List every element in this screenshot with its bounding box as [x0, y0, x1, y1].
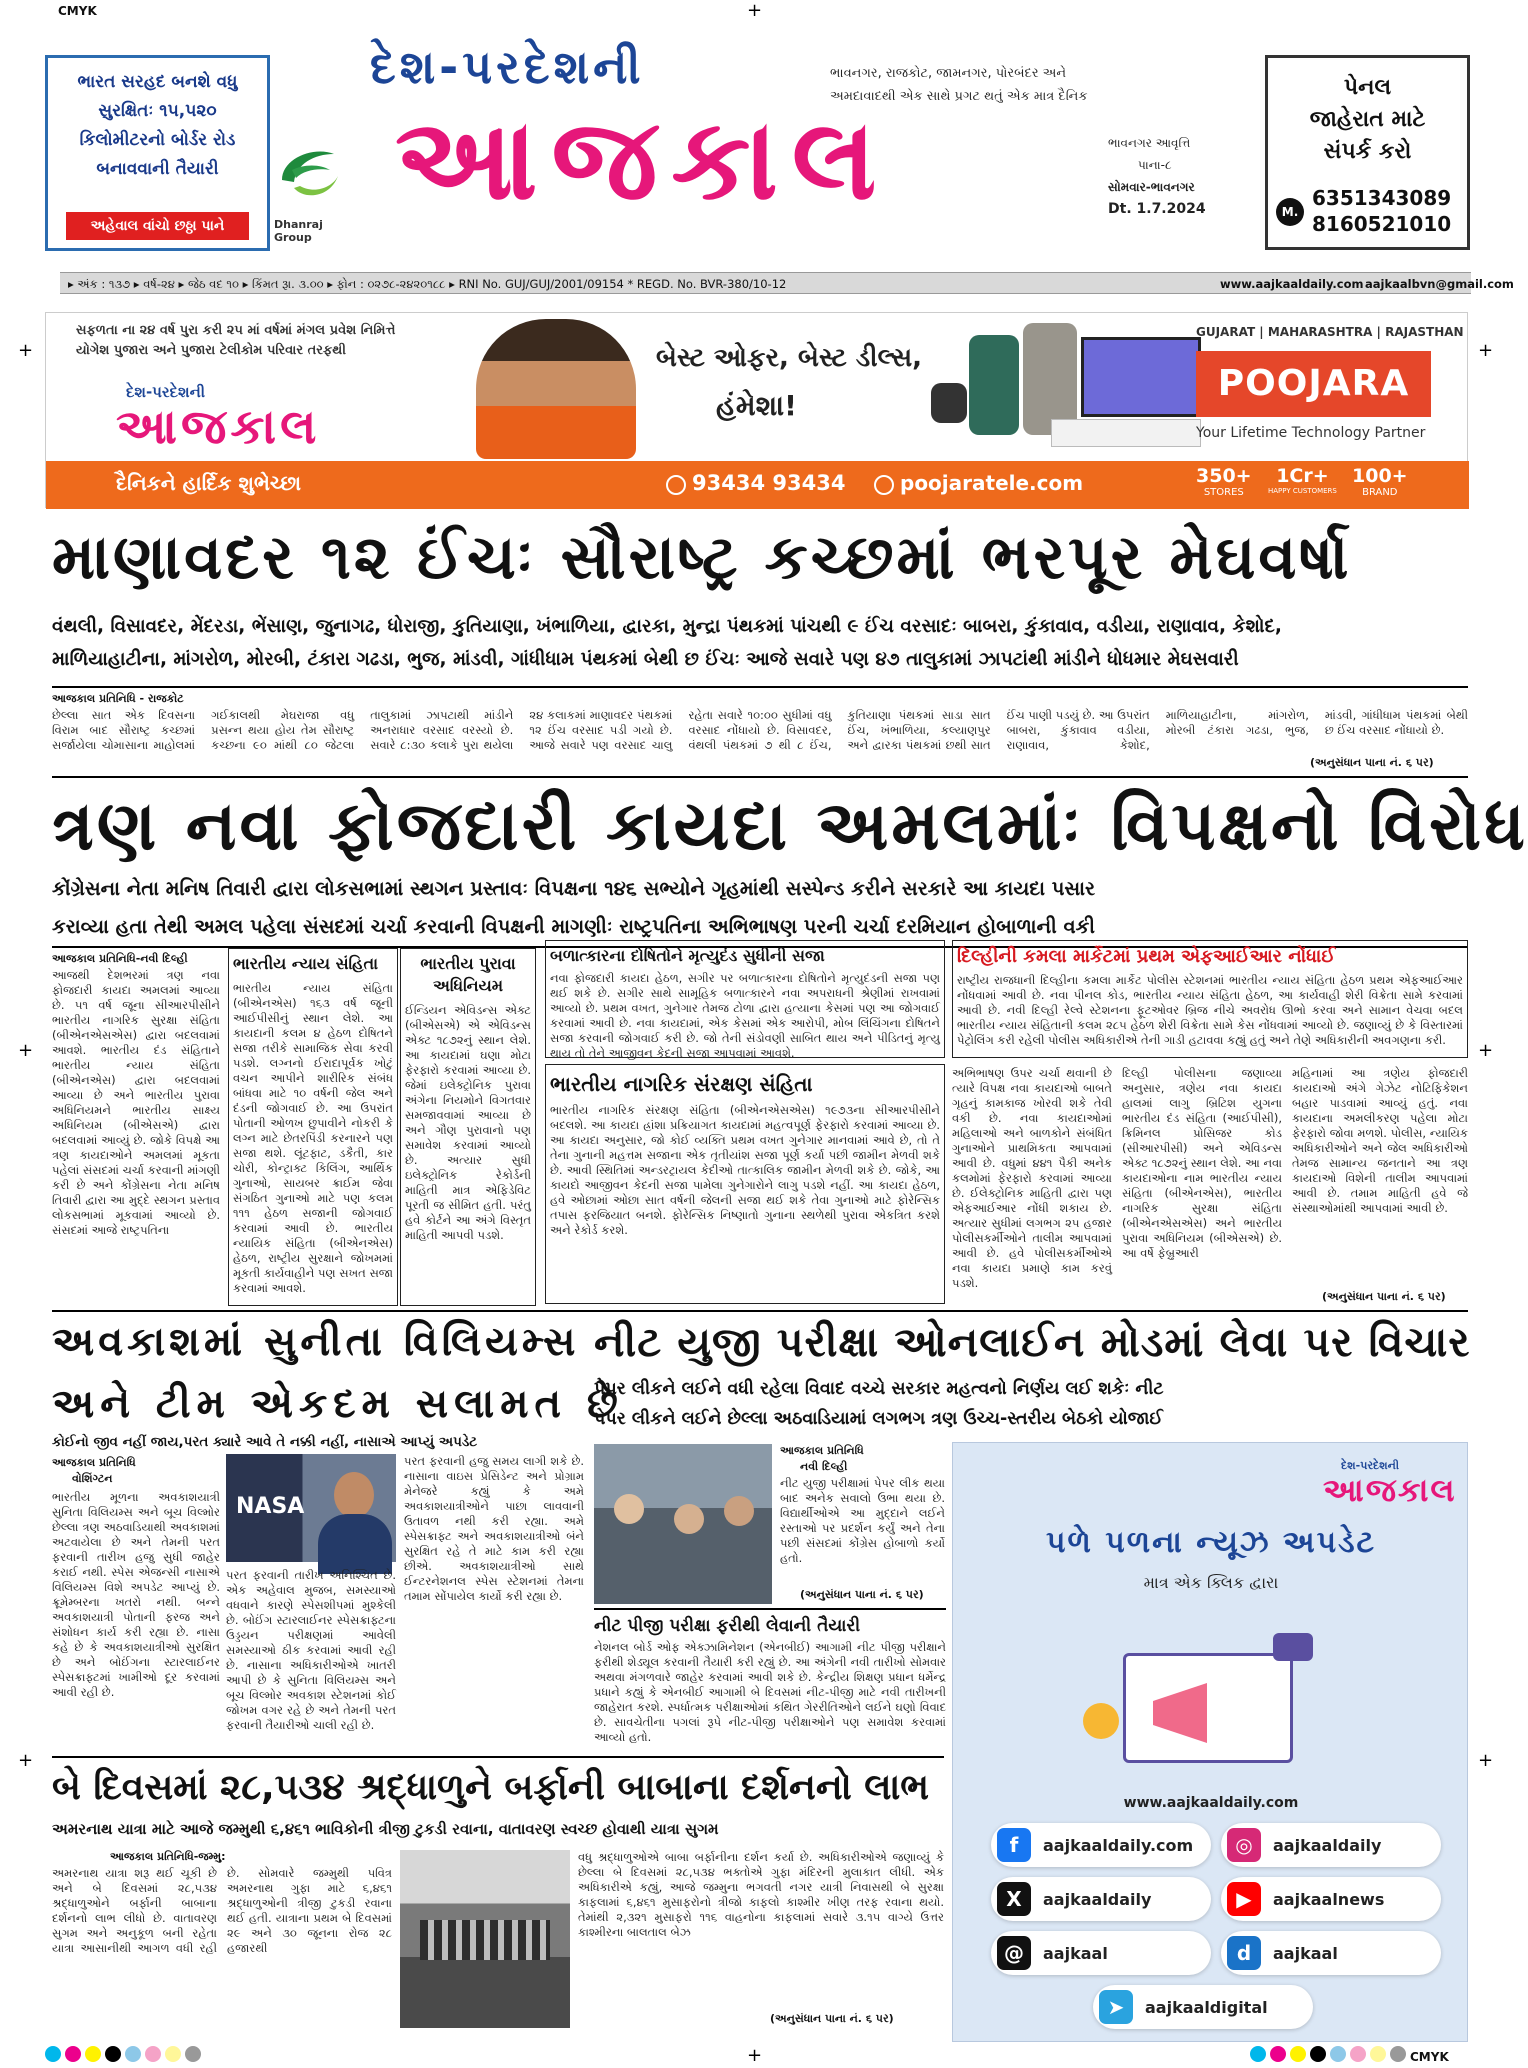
poojara-logo[interactable]: POOJARA	[1196, 351, 1431, 417]
stat-brands: 100+ BRAND	[1352, 465, 1408, 498]
law-box-evidence: ભારતીય પુરાવા અધિનિયમ ઈન્ડિયન એવિડન્સ એક્ટ (બીએસએ) એ એવિડન્સ એક્ટ ૧૮૭૨નું સ્થાન લેશે. આ કાયદામાં ઘણા મોટા ફેરફારો કરવામાં આવ્યા છે. જેમાં ઇલેક્ટ્રોનિક પુરાવા અંગેના નિયમોને વિગતવાર સમજાવવામાં આવ્યા છે અને ગૌણ પુરાવાનો પણ સમાવેશ કરવામાં આવ્યો છે. અત્યાર સુધી ઇલેક્ટ્રોનિક રેકોર્ડની માહિતી માત્ર એફિડેવિટ પૂરતી જ સીમિત હતી. પરંતુ હવે કોર્ટને આ અંગે વિસ્તૃત માહિતી આપવી પડશે.	[400, 948, 536, 1306]
amarnath-col2: વધુ શ્રદ્ધાળુઓએ બાબા બર્ફાનીના દર્શન કર્યા છે. અધિકારીઓએ જણાવ્યું કે છેલ્લા બે દિવસમાં ૨૮,૫૩૪ ભક્તોએ ગુફા મંદિરની મુલાકાત લીધી. એક અધિકારીએ કહ્યું, આજે જમ્મુના ભગવતી નગર યાત્રી નિવાસથી બે સુરક્ષા કાફલામાં ૬,૪૬૧ મુસાફરોનો ત્રીજો કાફલો કાશ્મીર ખીણ તરફ રવાના થયો. તેમાંથી ૨,૩૨૧ મુસાફરો ૧૧૬ વાહનોના કાફલામાં સવારે ૩.૧૫ વાગ્યે ઉત્તર કાશ્મીરના બાલતાલ બેઝ	[578, 1850, 944, 1939]
page-count: પાના-૮	[1138, 158, 1172, 172]
laws-col7: દિલ્હી પોલીસના જણાવ્યા અનુસાર, ત્રણેય નવા કાયદા હાલમાં લાગુ બ્રિટિશ યુગના ભારતીય દંડ સંહિતા (આઈપીસી), ક્રિમિનલ પ્રોસિજર કોડ (સીઆરપીસી) અને એવિડન્સ એક્ટ ૧૮૭૨નું સ્થાન લેશે. આ નવા કાયદાઓના નામ ભારતીય ન્યાય સંહિતા (બીએનએસ), ભારતીય નાગરિક સુરક્ષા સંહિતા (બીએનએસએસ) અને ભારતીય પુરાવા અધિનિયમ (બીએસએ) છે. આ વર્ષે ફેબ્રુઆરી	[1122, 1066, 1282, 1260]
ad-banner[interactable]: સફળતા ના ૨૪ વર્ષ પુરા કરી ૨૫ માં વર્ષમાં મંગલ પ્રવેશ નિમિત્તે યોગેશ પુજારા અને પુજારા ટેલીકોમ પરિવાર તરફથી દેશ-પરદેશની આજકાલ બેસ્ટ ઓફર, બેસ્ટ ડીલ્સ, હંમેશા! GUJARAT | MAHARASHTRA | RAJASTHAN POOJARA Your Lifetime Technology Partner દૈનિકને હાર્દિક શુભેચ્છા 93434 93434 poojaratele.com 350+ STORES 1Cr+ HAPPY CUSTOMERS 100+ BRAND	[45, 312, 1468, 508]
space-byline: આજકાલ પ્રતિનિધિ	[52, 1456, 136, 1469]
digital-ad-box[interactable]: દેશ-પરદેશની આજકાલ પળે પળના ન્યૂઝ અપડેટ માત્ર એક ક્લિક દ્વારા www.aajkaaldaily.com f aajkaaldaily.com ◎ aajkaaldaily X aajkaaldaily ▶ aajkaalnews @ aajkaal d aajkaal ➤ aajkaaldigital	[952, 1442, 1468, 2042]
masthead-tagline: દેશ-પરદેશની	[370, 40, 645, 94]
space-headline-2[interactable]: અને ટીમ એકદમ સલામત છે	[52, 1381, 624, 1427]
promo-line: ભારત સરહદ બનશે વધુ	[77, 72, 238, 92]
whatsapp-icon	[666, 475, 686, 495]
laws-headline[interactable]: ત્રણ નવા ફોજદારી કાયદા અમલમાંઃ વિપક્ષનો વિરોધ	[52, 787, 1528, 866]
rain-byline: આજકાલ પ્રતિનિધિ - રાજકોટ	[52, 692, 184, 705]
neet-pg-box: નીટ પીજી પરીક્ષા ફરીથી લેવાની તૈયારી નેશનલ બોર્ડ ઓફ એક્ઝામિનેશન (એનબીઈ) આગામી નીટ પીજી પરીક્ષાને ફરીથી શેડ્યૂલ કરવાની તૈયારી કરી રહ્યું છે. આ અંગેની નવી તારીખો સોમવાર અથવા મંગળવારે જાહેર કરવામાં આવી શકે છે. કેન્દ્રીય શિક્ષણ પ્રધાન ધર્મેન્દ્ર પ્રધાને કહ્યું કે એનબીઈ આગામી બે દિવસમાં નીટ-પીજી માટે નવી તારીખની જાહેરાત કરશે. સ્પર્ધાત્મક પરીક્ષાઓમાં કથિત ગેરરીતિઓને લઈને ઘણો વિવાદ છે. સાવચેતીના પગલાં રૂપે નીટ-પીજી પરીક્ષાઓને પણ સમાવેશ કરવામાં આવ્યો હતો.	[594, 1616, 946, 1744]
ad-bottom-bar: દૈનિકને હાર્દિક શુભેચ્છા 93434 93434 poojaratele.com 350+ STORES 1Cr+ HAPPY CUSTOMERS 100+ BRAND	[46, 461, 1469, 509]
laws-subheadline: કોંગ્રેસના નેતા મનિષ તિવારી દ્વારા લોકસભામાં સ્થગન પ્રસ્તાવઃ વિપક્ષના ૧૪૬ સભ્યોને ગૃહમાંથી સસ્પેન્ડ કરીને સરકારે આ કાયદા પસાર કરાવ્યા હતા તેથી અમલ પહેલા સંસદમાં ચર્ચા કરવાની વિપક્ષની માગણીઃ રાષ્ટ્રપતિના અભિભાષણ પરની ચર્ચા દરમિયાન હોબાળાની વકી	[52, 877, 1096, 938]
amarnath-subheadline: અમરનાથ યાત્રા માટે આજે જમ્મુથી ૬,૪૬૧ ભાવિકોની ત્રીજી ટુકડી રવાના, વાતાવરણ સ્વચ્છ હોવાથી યાત્રા સુગમ	[52, 1820, 719, 1838]
neet-photo	[594, 1444, 772, 1604]
laws-col1: આજથી દેશભરમાં ત્રણ નવા ફોજદારી કાયદા અમલમાં આવ્યા છે. ૫૧ વર્ષ જૂના સીઆરપીસીને ભારતીય નાગરિક સુરક્ષા સંહિતા (બીએનએસએસ) દ્વારા બદલવામાં આવશે. ભારતીય દંડ સંહિતાને ભારતીય ન્યાય સંહિતા (બીએનએસ) દ્વારા બદલવામાં આવ્યા છે અને ભારતીય પુરાવા અધિનિયમને ભારતીય સાક્ષ્ય અધિનિયમ (બીએસએ) દ્વારા બદલવામાં આવ્યું છે. જોકે વિપક્ષે આ ત્રણ કાયદાઓને અમલમાં મૂકતા પહેલાં સંસદમાં ચર્ચા કરવાની માંગણી કરી છે અને કોંગ્રેસના નેતા મનિષ તિવારી દ્વારા આ મુદ્દે સ્થગન પ્રસ્તાવ લોકસભામાં મૂકવામાં આવ્યો છે. સંસદમાં આજે રાષ્ટ્રપતિના	[52, 968, 220, 1237]
law-box-nyay: ભારતીય ન્યાય સંહિતા ભારતીય ન્યાય સંહિતા (બીએનએસ) ૧૬૩ વર્ષ જૂની આઈપીસીનું સ્થાન લેશે. આ કાયદાની કલમ ૪ હેઠળ દોષિતને સજા તરીકે સામાજિક સેવા કરવી પડશે. લગ્નનો ઈરાદાપૂર્વક ખોટું વચન આપીને શારીરિક સંબંધ બાંધવા માટે ૧૦ વર્ષની જેલ અને દંડની જોગવાઈ છે. આ ઉપરાંત પોતાની ઓળખ છુપાવીને નોકરી કે લગ્ન માટે છેતરપિંડી કરનારને પણ સજા થશે. લૂંટફાટ, ડકૈતી, કાર ચોરી, કોન્ટ્રાક્ટ કિલિંગ, આર્થિક ગુનાઓ, સાયબર ક્રાઈમ જેવા સંગઠિત ગુનાઓ માટે પણ કલમ ૧૧૧ હેઠળ સજાની જોગવાઈ કરવામાં આવી છે. ભારતીય ન્યાયિક સંહિતા (બીએનએસ) હેઠળ, રાષ્ટ્રીય સુરક્ષાને જોખમમાં મૂકતી કાર્યવાહીને પણ સખત સજા કરવામાં આવશે.	[228, 948, 398, 1306]
email-link[interactable]: aajkaalbvn@gmail.com	[1365, 277, 1514, 291]
amarnath-photo	[400, 1850, 570, 2028]
instagram-icon: ◎	[1227, 1828, 1261, 1862]
day-city: સોમવાર-ભાવનગર	[1108, 180, 1195, 194]
amarnath-continued[interactable]: (અનુસંધાન પાના નં. ૬ પર)	[770, 2012, 894, 2025]
neet-dateline: નવી દિલ્હી	[800, 1460, 848, 1473]
issue-date: Dt. 1.7.2024	[1108, 201, 1206, 217]
group-logo-label: Dhanraj Group	[274, 218, 323, 244]
x-icon: X	[997, 1882, 1031, 1916]
rain-continued[interactable]: (અનુસંધાન પાના નં. ૬ પર)	[1310, 756, 1434, 769]
promo-line: કિલોમીટરનો બોર્ડર રોડ	[79, 130, 236, 150]
neet-subheadline: પેપર લીકને લઈને વધી રહેલા વિવાદ વચ્ચે સરકાર મહત્વનો નિર્ણય લઈ શકેઃ નીટ પેપર લીકને લઈને છેલ્લા અઠવાડિયામાં લગભગ ત્રણ ઉચ્ચ-સ્તરીય બેઠકો યોજાઈ	[594, 1379, 1164, 1429]
amarnath-col1: અમરનાથ યાત્રા શરૂ થઈ ચૂકી છે અને બે દિવસમાં ૨૮,૫૩૪ શ્રદ્ધાળુઓને બર્ફાની બાબાના દર્શનનો લાભ લીધો છે. વાતાવરણ સુગમ અને અનુકૂળ બની રહેતા યાત્રા આસાનીથી આગળ વધી રહી છે. સોમવારે જમ્મુથી પવિત્ર અમરનાથ ગુફા માટે ૬,૪૬૧ શ્રદ્ધાળુઓની ત્રીજી ટુકડી રવાના થઈ હતી. યાત્રાના પ્રથમ બે દિવસમાં ૨૯ અને ૩૦ જૂનના રોજ ૨૮ હજારથી	[52, 1866, 392, 1955]
panel-phone-2[interactable]: 8160521010	[1312, 212, 1452, 236]
panel-phone-1[interactable]: 6351343089	[1312, 186, 1452, 210]
space-dateline: વોશિંગ્ટન	[72, 1472, 113, 1485]
website-link[interactable]: www.aajkaaldaily.com	[1220, 277, 1364, 291]
dailyhunt-icon: d	[1227, 1936, 1261, 1970]
registration-mark-bottom-icon: +	[747, 2045, 763, 2066]
law-box-rape-penalty: બળાત્કારના દોષિતોને મૃત્યુદંડ સુધીની સજા નવા ફોજદારી કાયદા હેઠળ, સગીર પર બળાત્કારના દોષિતોને મૃત્યુદંડની સજા પણ થઈ શકે છે. સગીર સાથે સામૂહિક બળાત્કારને નવા અપરાધની શ્રેણીમાં રાખવામાં આવ્યો છે. પ્રથમ વખત, ગુનેગાર તેમજ ટોળા દ્વારા હત્યાના કેસમાં પણ આ જોગવાઈ કરવામાં આવી છે. નવા કાયદામાં, એક કેસમાં એક આરોપી, મોબ લિંચિંગના દોષિતને સજા કરવાની જોગવાઈ કરી છે. જો તેની સંડોવણી સાબિત થાય અને પીડિતનું મૃત્યુ થાય તો તેને આજીવન કેદની સજા આપવામાં આવશે.	[545, 940, 945, 1058]
divider	[52, 1756, 944, 1758]
promo-footer[interactable]: અહેવાલ વાંચો છઠ્ઠા પાને	[66, 212, 249, 240]
panel-ad[interactable]: પેનલ જાહેરાત માટે સંપર્ક કરો M. 6351343089 8160521010	[1265, 55, 1470, 250]
youtube-icon: ▶	[1227, 1882, 1261, 1916]
registration-mark-left-icon: +	[18, 1040, 34, 1061]
promo-line: સુરક્ષિતઃ ૧૫,૫૨૦	[98, 101, 217, 121]
registration-mark-left-icon: +	[18, 340, 34, 361]
social-facebook[interactable]: f aajkaaldaily.com	[991, 1823, 1211, 1867]
amarnath-byline: આજકાલ પ્રતિનિધિ-જમ્મુ:	[110, 1850, 226, 1863]
registration-mark-top-icon: +	[747, 0, 763, 21]
neet-byline: આજકાલ પ્રતિનિધિ	[780, 1444, 864, 1457]
promo-box[interactable]	[45, 55, 270, 251]
laws-continued[interactable]: (અનુસંધાન પાના નં. ૬ પર)	[1322, 1290, 1446, 1303]
laws-col8: મહિનામાં આ ત્રણેય ફોજદારી કાયદાઓ અંગે ગેઝેટ નોટિફિકેશન બહાર પાડવામાં આવ્યું હતું. નવા કાયદાના અમલીકરણ પહેલા મોટા ફેરફારો જોવા મળશે. પોલીસ, ન્યાયિક અધિકારીઓને અને જેલ અધિકારીઓ તેમજ સામાન્ય જનતાને આ ત્રણ કાયદાઓ વિશેની તાલીમ આપવામાં આવી છે. તમામ માહિતી હવે જે સંસ્થાઓમાંથી આપવામાં આવી છે.	[1292, 1066, 1468, 1215]
cmyk-mark-left: CMYK	[58, 4, 97, 18]
facebook-icon: f	[997, 1828, 1031, 1862]
social-youtube[interactable]: ▶ aajkaalnews	[1221, 1877, 1441, 1921]
registration-mark-right-icon: +	[1478, 1750, 1494, 1771]
social-dailyhunt[interactable]: d aajkaal	[1221, 1931, 1441, 1975]
neet-continued[interactable]: (અનુસંધાન પાના નં. ૬ પર)	[800, 1588, 924, 1601]
globe-icon	[874, 475, 894, 495]
laws-byline: આજકાલ પ્રતિનિધિ-નવી દિલ્હી	[52, 952, 188, 965]
rain-subheadline: વંથલી, વિસાવદર, મેંદરડા, ભેંસાણ, જુનાગઢ, ધોરાજી, કુતિયાણા, ખંભાળિયા, દ્વારકા, મુન્દ્રા પંથકમાં પાંચથી ૯ ઈંચ વરસાદઃ બાબરા, કુંકાવાવ, વડીયા, રાણાવાવ, કેશોદ, માળિયાહાટીના, માંગરોળ, મોરબી, ટંકારા ગઢડા, ભુજ, માંડવી, ગાંધીધામ પંથકમાં બેથી છ ઈંચઃ આજે સવારે પણ ૪૭ તાલુકામાં ઝાપટાંથી માંડીને ધોધમાર મેઘસવારી	[52, 616, 1282, 670]
social-x[interactable]: X aajkaaldaily	[991, 1877, 1211, 1921]
mobile-badge: M.	[1276, 198, 1304, 226]
registration-mark-right-icon: +	[1478, 1040, 1494, 1061]
amarnath-headline[interactable]: બે દિવસમાં ૨૮,૫૩૪ શ્રદ્ધાળુને બર્ફાની બાબાના દર્શનનો લાભ	[52, 1767, 930, 1808]
threads-icon: @	[997, 1936, 1031, 1970]
law-box-civil-protection: ભારતીય નાગરિક સંરક્ષણ સંહિતા ભારતીય નાગરિક સંરક્ષણ સંહિતા (બીએનએસએસ) ૧૯૭૩ના સીઆરપીસીને બદલશે. આ કાયદા હ્રાંશા પ્રક્રિયાગત કાયદામાં મહત્વપૂર્ણ ફેરફારો કરવામાં આવ્યા છે. આ કાયદા અનુસાર, જો કોઈ વ્યક્તિ પ્રથમ વખત ગુનેગાર માનવામાં આવે છે, તો તે તેના ગુનાની મહત્તમ સજાના એક તૃતીયાંશ સજા પૂર્ણ કર્યા પછી જામીન મેળવી શકે છે. આવી સ્થિતિમાં અન્ડરટ્રાયલ કેદીઓ તાત્કાલિક જામીન મેળવી શકે છે. જોકે, આ કાયદો આજીવન કેદની સજા પામેલા ગુનેગારોને લાગુ પડશે નહીં. આ કાયદા હેઠળ, હવે ઓછામાં ઓછા સાત વર્ષની જેલની સજા થઈ શકે તેવા ગુનાઓ માટે ફોરેન્સિક તપાસ ફરજિયાત બનશે. ફોરેન્સિક નિષ્ણાતો ગુનાના સ્થળેથી પુરાવા એકત્રિત કરશે અને રેકોર્ડ કરશે.	[545, 1064, 945, 1304]
info-bar	[60, 272, 1514, 294]
info-bar-text: ▸ અંક : ૧૩૭ ▸ વર્ષ-૨૪ ▸ જેઠ વદ ૧૦ ▸ કિંમત રૂા. ૩.૦૦ ▸ ફોન : ૦૨૭૮-૨૪૨૦૧૮૮ ▸ RNI No. GUJ/GUJ/2001/09154 * REGD. No. BVR-380/10-12	[68, 277, 787, 291]
promo-line: બનાવવાની તૈયારી	[96, 159, 219, 179]
group-logo	[274, 140, 354, 244]
nasa-photo: NASA	[226, 1454, 396, 1562]
space-col1: ભારતીય મૂળના અવકાશયાત્રી સુનિતા વિલિયમ્સ અને બૂચ વિલ્મોર છેલ્લા ત્રણ અઠવાડિયાથી અવકાશમાં અટવાયેલા છે અને તેમની પરત ફરવાની તારીખ હજુ સુધી જાહેર કરાઈ નથી. સ્પેસ એજન્સી નાસાએ વિલિયમ્સ વિશે અપડેટ આપ્યું છે. ક્રૂમેમ્બરના ખતરો નથી. બન્ને અવકાશયાત્રી પોતાની ફરજ અને સંશોધન કાર્ય કરી રહ્યા છે. નાસા કહે છે કે અવકાશયાત્રીઓ સુરક્ષિત છે અને બોઈંગના સ્ટારલાઈનર સ્પેસક્રાફ્ટમાં ખામીઓ દૂર કરવામાં આવી રહી છે.	[52, 1490, 220, 1699]
divider	[52, 686, 1468, 688]
megaphone-illustration	[1083, 1613, 1339, 1783]
social-instagram[interactable]: ◎ aajkaaldaily	[1221, 1823, 1441, 1867]
laws-col6: અભિભાષણ ઉપર ચર્ચા થવાની છે ત્યારે વિપક્ષ નવા કાયદાઓ બાબતે ગૃહનું કામકાજ ખોરવી શકે તેવી વકી છે. નવા કાયદાઓમાં મહિલાઓ અને બાળકોને સંબંધિત ગુનાઓને પ્રાથમિકતા આપવામાં આવી છે. વધુમાં ૪૪૧ પૈકી અનેક કલમોમાં ફેરફારો કરવામાં આવ્યા છે. ઈલેક્ટ્રોનિક માહિતી દ્વારા પણ એફઆઈઆર નોંધી શકાય છે. અત્યાર સુધીમાં લગભગ ૨૫ હજાર પોલીસકર્મીઓને તાલીમ આપવામાં આવી છે. હવે પોલીસકર્મીઓએ નવા કાયદા પ્રમાણે કામ કરવું પડશે.	[952, 1066, 1112, 1290]
person-photo	[476, 319, 636, 459]
law-box-fir: દિલ્હીની કમલા માર્કેટમાં પ્રથમ એફઆઈઆર નોંધાઈ રાષ્ટ્રીય રાજધાની દિલ્હીના કમલા માર્કેટ પોલીસ સ્ટેશનમાં ભારતીય ન્યાય સંહિતા હેઠળ પ્રથમ એફઆઈઆર નોંધવામાં આવી છે. નવા પીનલ કોડ, ભારતીય ન્યાય સંહિતા હેઠળ, આ કાર્યવાહી શેરી વિક્રેતા સામે કરવામાં આવી છે. નવી દિલ્હી રેલ્વે સ્ટેશનના ફૂટઓવર બ્રિજ નીચે અવરોધ ઊભો કરવા અને સામાન વેચવા બદલ ભારતીય ન્યાય સંહિતાની કલમ ૨૮૫ હેઠળ શેરી વિક્રેતા સામે કેસ નોંધવામાં આવ્યો છે. જણાવ્યું છે કે વિસ્તારમાં પેટ્રોલિંગ કરી રહેલી પોલીસ અધિકારીએ તેની ગાડી હટાવવા કહ્યું હતું અને તેણે અધિકારીની અવગણના કરી.	[952, 940, 1468, 1058]
registration-mark-right-icon: +	[1478, 340, 1494, 361]
edition-name: ભાવનગર આવૃત્તિ	[1108, 136, 1191, 150]
space-col3: પરત ફરવાની હજુ સમય લાગી શકે છે. નાસાના વાઇસ પ્રેસિડેન્ટ અને પ્રોગ્રામ મેનેજરે કહ્યું કે અમે અવકાશયાત્રીઓને પાછા લાવવાની ઉતાવળ નથી કરી રહ્યા. અમે સ્પેસક્રાફ્ટ અને અવકાશયાત્રીઓ બંને સુરક્ષિત રહે તે માટે કામ કરી રહ્યા છીએ. અવકાશયાત્રીઓ સાથે ઈન્ટરનેશનલ સ્પેસ સ્ટેશનમાં તેમના તમામ સોંપાયેલ કાર્યો કરી રહ્યા છે.	[404, 1454, 584, 1603]
products-image	[931, 323, 1206, 451]
stat-stores: 350+ STORES	[1196, 465, 1252, 498]
divider	[52, 776, 1468, 778]
space-subheadline: કોઈનો જીવ નહીં જાય,પરત ક્યારે આવે તે નક્કી નહીં, નાસાએ આપ્યું અપડેટ	[52, 1434, 478, 1450]
neet-body: નીટ યુજી પરીક્ષામાં પેપર લીક થયા બાદ અનેક સવાલો ઉભા થયા છે. વિદ્યાર્થીઓએ આ મુદ્દાને લઈને રસ્તાઓ પર પ્રદર્શન કર્યું અને તેના પછી સંસદમાં કોંગ્રેસ હોબાળો કર્યો હતો.	[780, 1476, 945, 1565]
stat-customers: 1Cr+ HAPPY CUSTOMERS	[1268, 465, 1337, 495]
space-col2: પરત ફરવાની તારીખ અનિશ્ચિત છે. એક અહેવાલ મુજબ, સમસ્યાઓ વધવાને કારણે સ્પેસશીપમાં મુશ્કેલી છે. બોઈંગ સ્ટારલાઈનર સ્પેસક્રાફ્ટના ઉડ્ડયન પરીક્ષણમાં આવેલી સમસ્યાઓ ઠીક કરવામાં આવી રહી છે. નાસાના અધિકારીઓએ ખાતરી આપી છે કે સુનિતા વિલિયમ્સ અને બૂચ વિલ્મોર અવકાશ સ્ટેશનમાં કોઈ જોખમ વગર રહે છે અને તેમની પરત ફરવાની તૈયારીઓ ચાલી રહી છે.	[226, 1568, 396, 1732]
rain-body: છેલ્લા સાત એક દિવસના વિરામ બાદ સૌરાષ્ટ્ર કચ્છમાં સર્જાયેલા ચોમાસાના માહોલમાં ગઈકાલથી મેઘરાજા વધુ પ્રસન્ન થયા હોય તેમ સૌરાષ્ટ્ર કચ્છના ૯૦ માંથી ૮૦ જેટલા તાલુકામાં ઝાપટાથી માંડીને અનરાધાર વરસાદ વરસ્યો છે. સવારે ૮:૩૦ કલાકે પુરા થયેલા ૨૪ કલાકમાં માણાવદર પંથકમાં ૧૨ ઈંચ વરસાદ પડી ગયો છે. આજે સવારે પણ વરસાદ ચાલુ રહેતા સવારે ૧૦:૦૦ સુધીમાં વધુ વરસાદ નોંધાયો છે. વિસાવદર, વંથલી પંથકમાં ૭ થી ૮ ઈંચ, કુતિયાણા પંથકમાં સાડા સાત ઈંચ, ખંભાળિયા, કલ્યાણપુર અને દ્વારકા પંથકમાં છથી સાત ઈંચ પાણી પડયું છે. આ ઉપરાંત બાબરા, કુંકાવાવ વડીયા, રાણાવાવ, કેશોદ, માળિયાહાટીના, માંગરોળ, મોરબી ટંકારા ગઢડા, ભુજ, માંડવી, ગાંધીધામ પંથકમાં બેથી છ ઈંચ વરસાદ નોંધાયો છે.	[52, 708, 1468, 752]
telegram-icon: ➤	[1099, 1990, 1133, 2024]
space-headline-1[interactable]: અવકાશમાં સુનીતા વિલિયમ્સ	[52, 1319, 580, 1365]
neet-headline[interactable]: નીટ યુજી પરીક્ષા ઓનલાઈન મોડમાં લેવા પર વિચાર	[594, 1318, 1471, 1366]
registration-mark-left-icon: +	[18, 1750, 34, 1771]
cmyk-mark-right: CMYK	[1410, 2050, 1449, 2064]
dhanraj-logo-icon	[274, 140, 346, 210]
edition-info: ભાવનગર, રાજકોટ, જામનગર, પોરબંદર અને અમદાવાદથી એક સાથે પ્રગટ થતું એક માત્ર દૈનિક	[830, 66, 1088, 104]
edition-details	[1108, 132, 1206, 220]
social-telegram[interactable]: ➤ aajkaaldigital	[1093, 1985, 1313, 2029]
rain-headline[interactable]: માણાવદર ૧૨ ઈંચઃ સૌરાષ્ટ્ર કચ્છમાં ભરપૂર મેઘવર્ષા	[52, 522, 1352, 593]
divider	[594, 1608, 946, 1610]
social-threads[interactable]: @ aajkaal	[991, 1931, 1211, 1975]
masthead-title: આજકાલ	[395, 95, 891, 225]
